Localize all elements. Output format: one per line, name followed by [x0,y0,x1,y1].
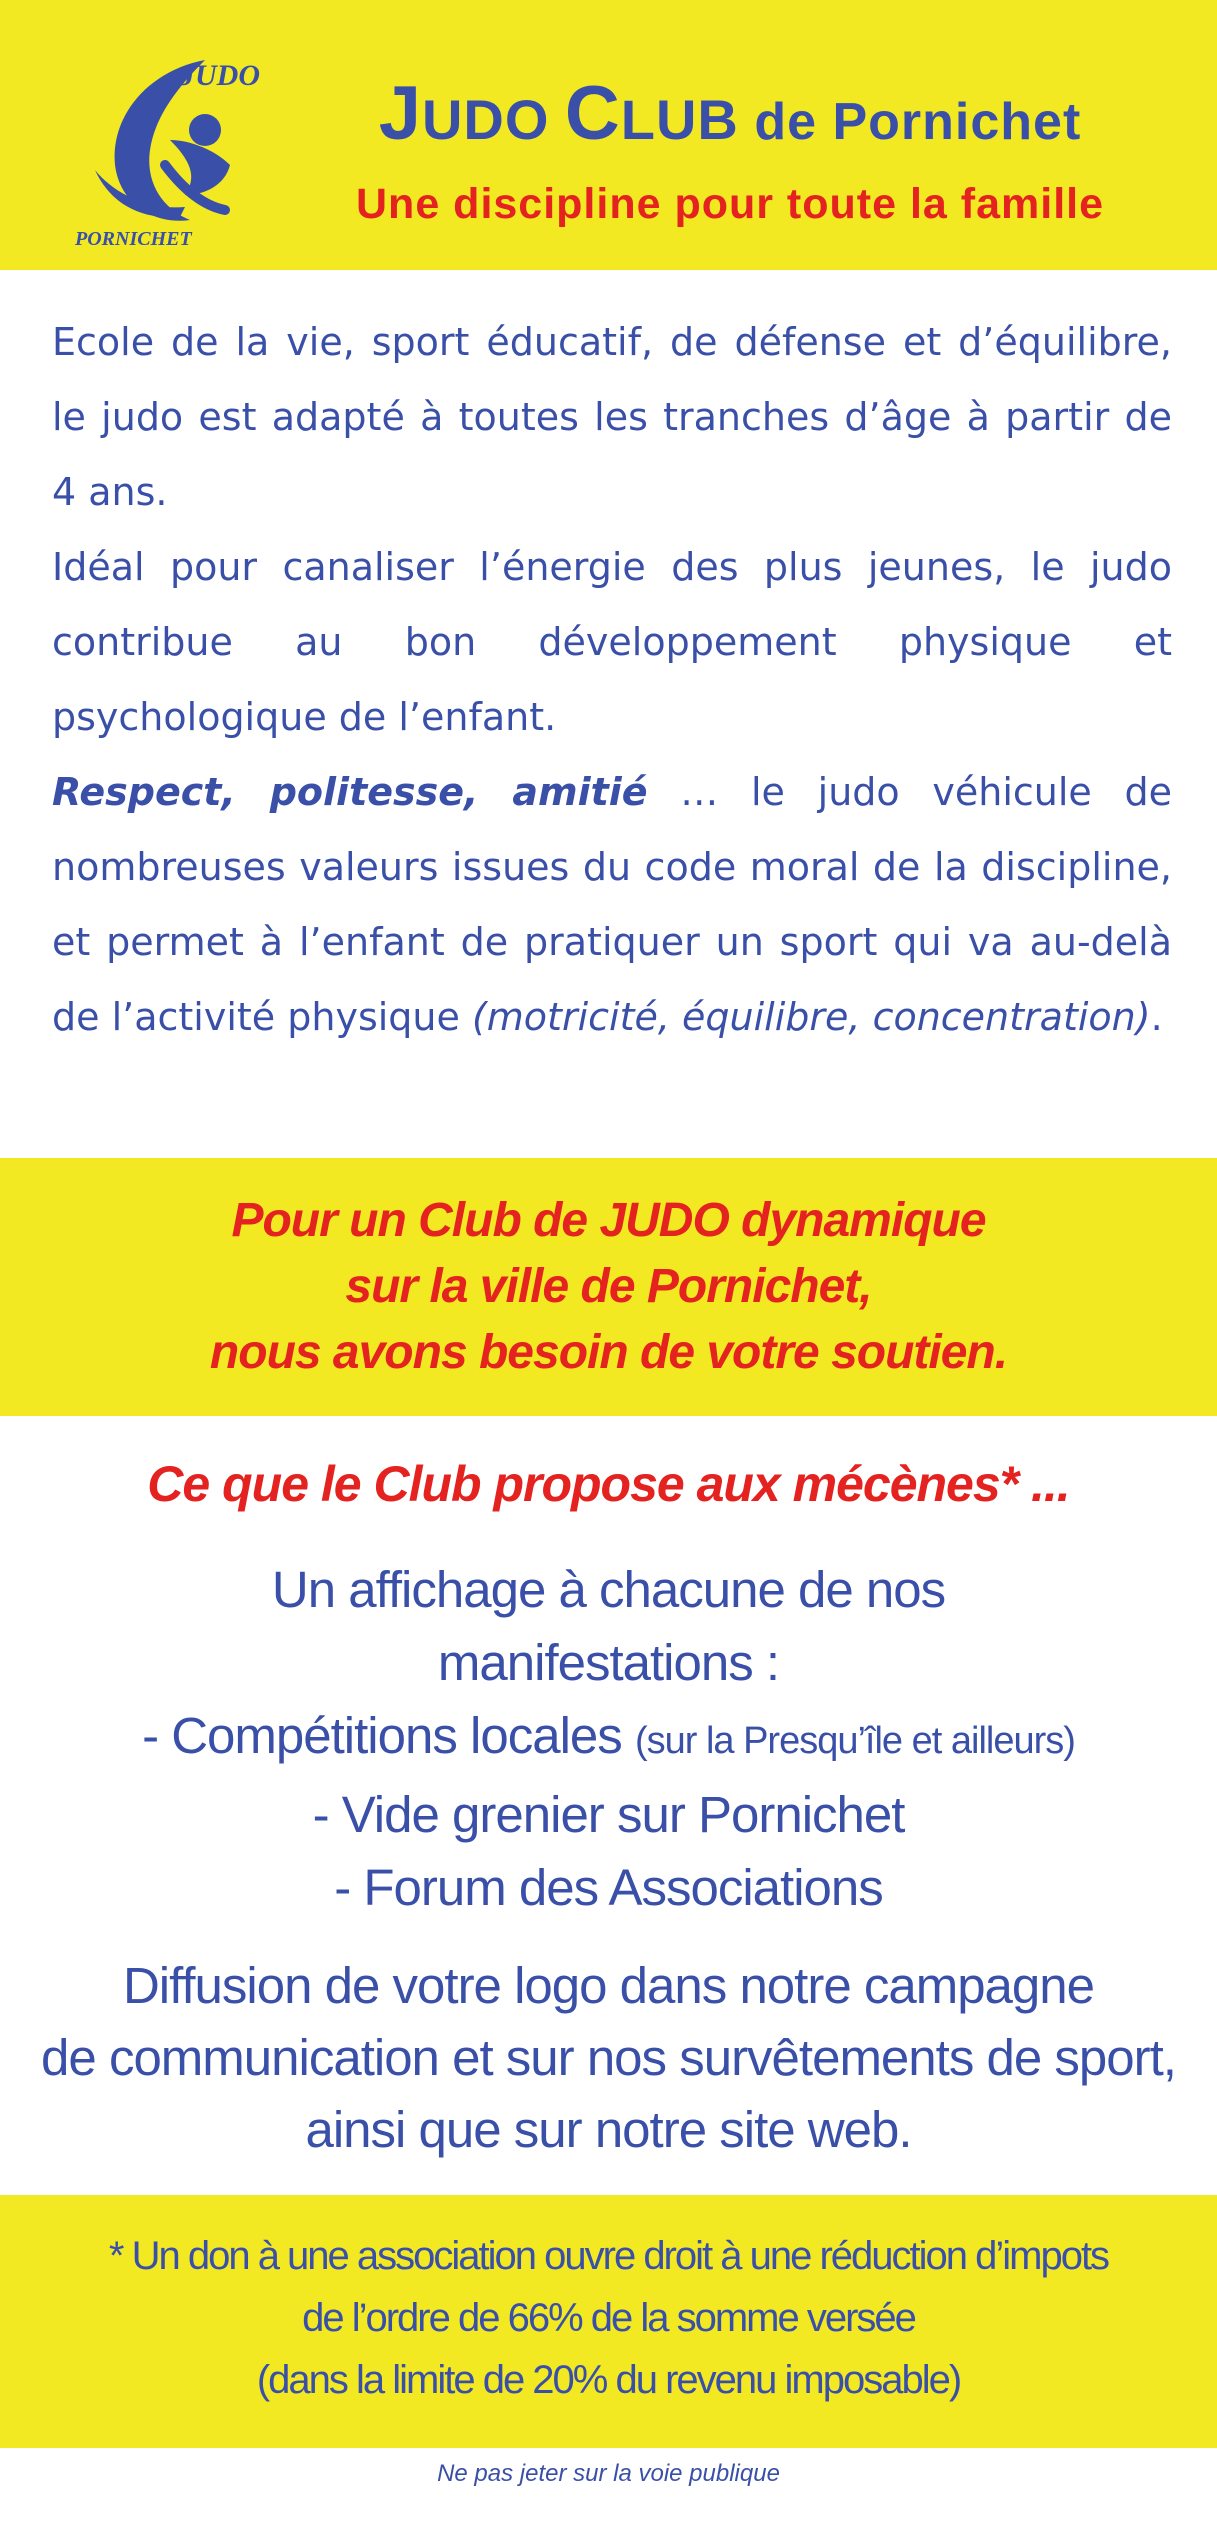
intro-paragraph-2: Idéal pour canaliser l’énergie des plus jeunes, le judo contribue au bon développement physique et psychologique de l’enfant. [52,545,1172,739]
values-highlight: Respect, politesse, amitié [52,770,648,814]
tax-note: * Un don à une association ouvre droit à une réduction d’impots de l’ordre de 66% de la somme versée (dans la limite de 20% du revenu imposable) [108,2234,1109,2402]
svg-text:PORNICHET: PORNICHET [75,228,192,250]
intro-paragraph-3: Respect, politesse, amitié … le judo véhicule de nombreuses valeurs issues du code moral de la discipline, et permet à l’enfant de pratiquer un sport qui va au-delà de l’activité physique (motricité, équilibre, concentration). [52,770,1172,1039]
header-band [0,0,1217,270]
offer-list: Un affichage à chacune de nos manifestations : - Compétitions locales (sur la Presqu’île et ailleurs) - Vide grenier sur Pornichet - Forum des Associations [0,1553,1217,1924]
list-item: - Compétitions locales (sur la Presqu’île et ailleurs) [142,1707,1075,1764]
tax-band [0,2195,1217,2448]
diffusion-text: Diffusion de votre logo dans notre campagne de communication et sur nos survêtements de sport, ainsi que sur notre site web. [41,1957,1176,2158]
page-subtitle: Une discipline pour toute la famille [356,180,1104,228]
page-title: JUDO CLUB de Pornichet [378,71,1082,156]
footer-notice: Ne pas jeter sur la voie publique [437,2460,780,2487]
intro-text [52,305,1172,1055]
support-band [0,1158,1217,1416]
judo-club-logo-icon [55,45,285,255]
list-item: - Vide grenier sur Pornichet [312,1786,905,1843]
svg-text:JUDO: JUDO [180,59,260,92]
offer-heading: Ce que le Club propose aux mécènes* ... [147,1456,1070,1512]
list-item: - Forum des Associations [334,1859,883,1916]
support-message: Pour un Club de JUDO dynamique sur la ville de Pornichet, nous avons besoin de votre soutien. [209,1194,1008,1379]
intro-paragraph-1: Ecole de la vie, sport éducatif, de défense et d’équilibre, le judo est adapté à toutes les tranches d’âge à partir de 4 ans. [52,320,1172,514]
